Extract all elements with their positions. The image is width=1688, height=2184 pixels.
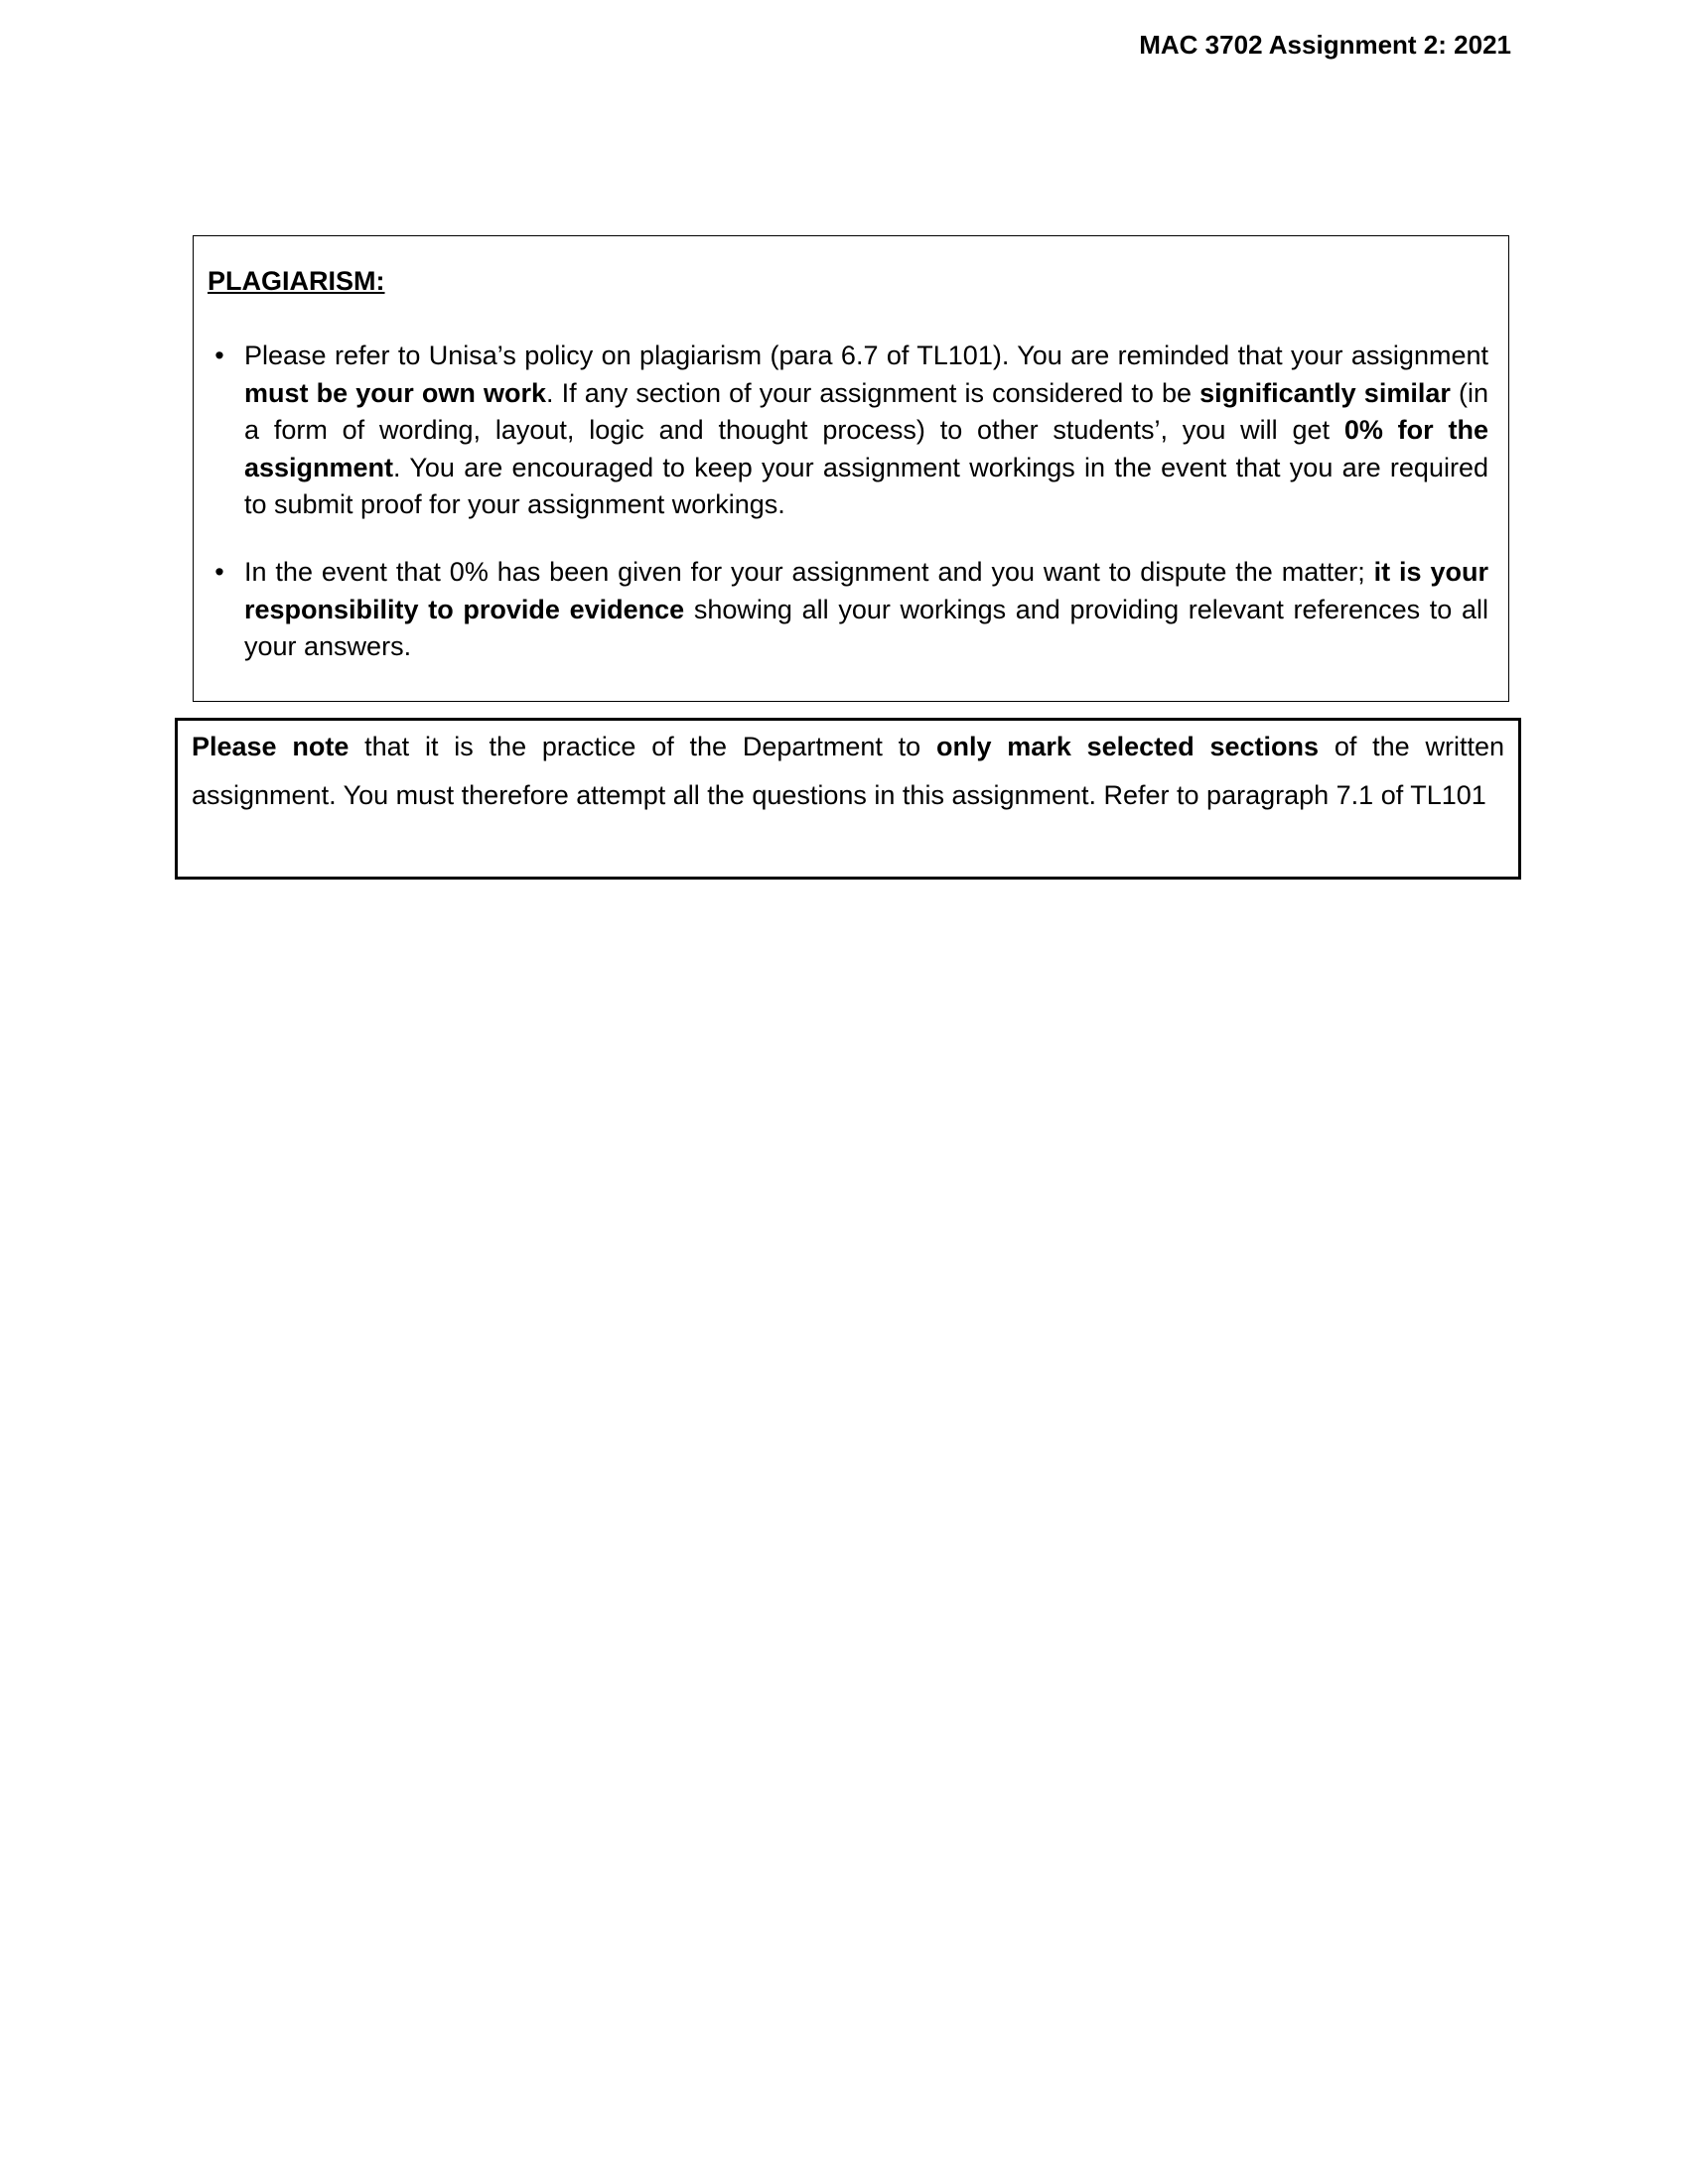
text-segment-bold: only mark selected sections — [936, 732, 1320, 761]
please-note-box — [175, 718, 1521, 880]
text-segment-bold: it is your responsibility to provide evidence — [244, 557, 1496, 624]
plagiarism-bullet-2 — [208, 554, 1496, 666]
bullet-text — [244, 338, 1496, 524]
text-segment-bold: Please note — [192, 732, 350, 761]
bullet-icon: • — [214, 557, 224, 587]
text-segment: that it is the practice of the Department to — [349, 732, 936, 761]
bullet-text — [244, 554, 1496, 666]
page-header-title: MAC 3702 Assignment 2: 2021 — [1139, 30, 1511, 60]
text-segment-bold: 0% for the assignment — [244, 415, 1496, 482]
plagiarism-heading: PLAGIARISM: — [208, 266, 385, 296]
text-segment: showing all your workings and providing relevant references to all your answers. — [244, 594, 1496, 661]
text-segment-bold: significantly similar — [1199, 377, 1451, 408]
text-segment: of the written assignment. You must therefore attempt all the questions in this assignment. Refer to paragraph 7.1 of TL101 — [192, 732, 1512, 810]
text-segment: . If any section of your assignment is considered to be — [546, 377, 1200, 408]
text-segment: . You are encouraged to keep your assignment workings in the event that you are required to submit proof for your assignment workings. — [244, 452, 1496, 519]
bullet-icon: • — [214, 341, 224, 370]
text-segment: Please refer to Unisa’s policy on plagiarism (para 6.7 of TL101). You are reminded that your assignment — [244, 341, 1496, 370]
please-note-text — [192, 723, 1512, 820]
plagiarism-box — [193, 235, 1509, 702]
text-segment-bold: must be your own work — [244, 377, 547, 408]
text-segment: (in a form of wording, layout, logic and thought process) to other students’, you will get — [244, 377, 1496, 445]
plagiarism-bullet-1 — [208, 338, 1496, 524]
text-segment: In the event that 0% has been given for your assignment and you want to dispute the matter; — [244, 557, 1374, 587]
